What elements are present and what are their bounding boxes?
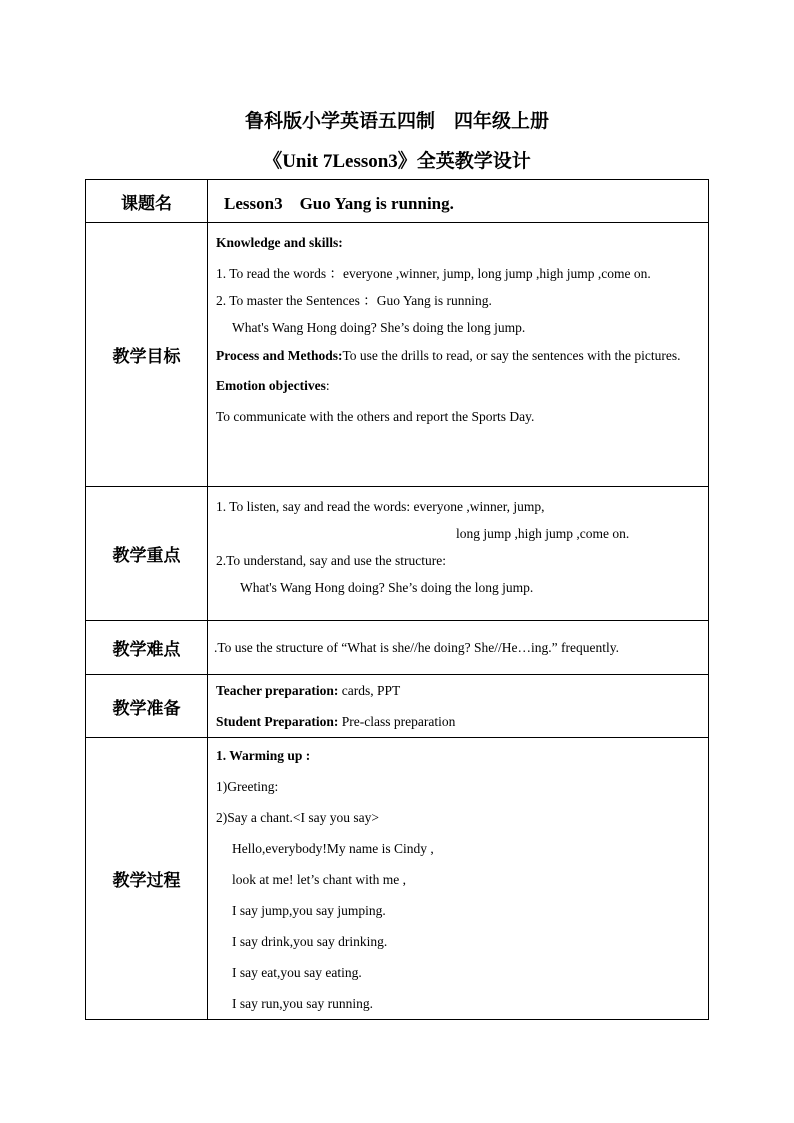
- key-point-line-1: 1. To listen, say and read the words: everyone ,winner, jump,: [216, 499, 545, 514]
- label-difficulties: 教学难点: [86, 621, 208, 675]
- row-process: [86, 738, 709, 1020]
- chant-line-2: look at me! let’s chant with me ,: [232, 872, 406, 887]
- student-preparation: [216, 706, 700, 737]
- student-heading: Student Preparation:: [216, 714, 339, 729]
- teacher-heading: Teacher preparation:: [216, 683, 339, 698]
- key-point-line-3: 2.To understand, say and use the structure:: [216, 553, 446, 568]
- row-objectives: [86, 223, 709, 487]
- student-text: Pre-class preparation: [338, 714, 456, 729]
- label-topic: 课题名: [86, 180, 208, 223]
- process-heading: Process and Methods:: [216, 348, 343, 363]
- row-preparation: [86, 675, 709, 738]
- emotion-colon: :: [325, 378, 330, 393]
- knowledge-heading: Knowledge and skills:: [216, 235, 343, 250]
- key-point-line-2: long jump ,high jump ,come on.: [456, 526, 630, 541]
- process-text: To use the drills to read, or say the sentences with the pictures.: [342, 348, 681, 363]
- topic-value: Lesson3 Guo Yang is running.: [208, 180, 709, 223]
- objectives-content: [208, 223, 709, 487]
- knowledge-item-2: 2. To master the Sentences ：Guo Yang is running.: [216, 293, 492, 308]
- chant-line-4: I say drink,you say drinking.: [232, 934, 388, 949]
- label-preparation: 教学准备: [86, 675, 208, 738]
- document-subtitle: [0, 146, 794, 173]
- subtitle-unit: 《Unit 7Lesson3》: [263, 151, 417, 172]
- row-difficulties: [86, 621, 709, 675]
- chant-line-1: Hello,everybody!My name is Cindy ,: [232, 841, 434, 856]
- subtitle-design: 全英教学设计: [416, 150, 531, 172]
- chant-line-5: I say eat,you say eating.: [232, 965, 362, 980]
- teacher-preparation: [216, 675, 700, 706]
- document-title: 鲁科版小学英语五四制 四年级上册: [244, 110, 549, 132]
- teacher-text: cards, PPT: [338, 683, 401, 698]
- warming-up-heading: 1. Warming up :: [216, 748, 311, 763]
- process-content: [208, 738, 709, 1020]
- key-point-line-4: What's Wang Hong doing? She’s doing the long jump.: [240, 580, 534, 595]
- emotion-text: To communicate with the others and report the Sports Day.: [216, 409, 535, 424]
- emotion-heading: Emotion objectives: [216, 378, 326, 393]
- process-line-1: 1)Greeting:: [216, 779, 279, 794]
- lesson-plan-table: [85, 179, 709, 1020]
- label-key-points: 教学重点: [86, 487, 208, 621]
- preparation-content: [208, 675, 709, 738]
- row-topic: [86, 180, 709, 223]
- key-points-content: [208, 487, 709, 621]
- difficulties-text: .To use the structure of “What is she//he doing? She//He…ing.” frequently.: [208, 621, 709, 675]
- process-methods: [216, 341, 700, 370]
- knowledge-item-1: 1. To read the words ：everyone ,winner, jump, long jump ,high jump ,come on.: [216, 266, 651, 281]
- chant-line-3: I say jump,you say jumping.: [232, 903, 386, 918]
- emotion-objectives: [216, 370, 700, 401]
- knowledge-item-3: What's Wang Hong doing? She’s doing the long jump.: [232, 320, 526, 335]
- row-key-points: [86, 487, 709, 621]
- chant-line-6: I say run,you say running.: [232, 996, 373, 1011]
- label-objectives: 教学目标: [86, 223, 208, 487]
- label-process: 教学过程: [86, 738, 208, 1020]
- process-line-2: 2)Say a chant.<I say you say>: [216, 810, 379, 825]
